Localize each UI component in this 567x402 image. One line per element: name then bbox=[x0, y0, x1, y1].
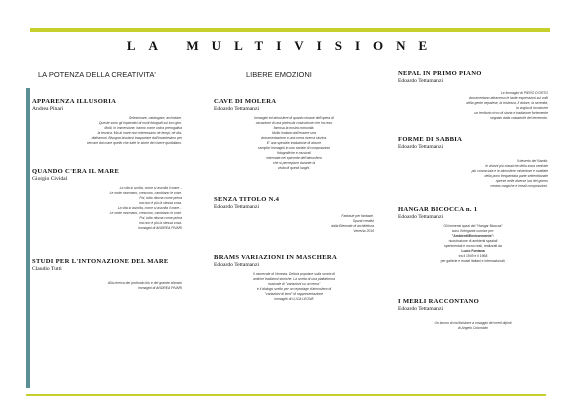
body-line: Gli immensi spazi del "Hangar Bicocca" bbox=[443, 224, 503, 228]
section-title: HANGAR BICOCCA n. 1 bbox=[398, 206, 478, 213]
top-accent-bar bbox=[30, 28, 550, 32]
section-author: Edoardo Tettamanzi bbox=[398, 214, 444, 220]
section-author: Giorgio Cividal bbox=[32, 176, 68, 182]
section bbox=[32, 168, 182, 231]
body-line: immagini di ANDREA PIVARI bbox=[138, 286, 182, 290]
section-body bbox=[32, 186, 182, 231]
body-line: intermate nel epicente dell'atmosfera bbox=[266, 156, 322, 160]
section-body bbox=[214, 116, 374, 171]
bottom-accent-bar bbox=[26, 394, 546, 396]
body-line: Le immagini di PIERO D'ORTO bbox=[500, 91, 548, 95]
left-accent-band bbox=[26, 88, 30, 388]
body-line: Venezia 2016 bbox=[353, 229, 374, 233]
body-line: antiche tradizioni storiche. La scelta di una piattaforma bbox=[253, 277, 335, 281]
body-line: le visioni più classiche della zona centrale bbox=[485, 164, 548, 168]
body-line: cercare dal mare quello che tutte le storie del vivere quotidiano. bbox=[86, 141, 182, 145]
section-author: Edoardo Tettamanzi bbox=[398, 306, 444, 312]
body-line: di Angelo Colombini bbox=[457, 326, 489, 330]
body-line: ma non è più la stessa cosa. bbox=[139, 201, 182, 205]
body-line: è il dialogo scelto per un reportage d'atmosfera di bbox=[256, 287, 332, 291]
section-author: Edoardo Tettamanzi bbox=[214, 262, 260, 268]
body-line: Fantasie per fantasie. bbox=[341, 214, 374, 218]
section-body bbox=[214, 214, 374, 234]
body-line: Le onde mormano, crescono, cambiano le cose. bbox=[109, 211, 182, 215]
body-line: Un lavoro di multivisione a omaggio dei merli dipinti bbox=[434, 321, 512, 325]
section-body bbox=[398, 224, 548, 264]
body-line: famosa la nostra comunità. bbox=[273, 126, 315, 130]
body-line: Alla ricerca del profondo blu e del grande silenzio bbox=[107, 281, 182, 285]
body-line: sono l'intrigante cornice per: bbox=[451, 229, 495, 233]
section-author: Andrea Pinari bbox=[32, 106, 64, 112]
body-line: Lucio Fontana bbox=[461, 249, 485, 253]
body-line: della poco frequentata parte settentrionale bbox=[484, 174, 548, 178]
body-line: ma non è più la stessa cosa. bbox=[139, 221, 182, 225]
section bbox=[398, 298, 548, 331]
body-line: Immagini ed atmosfere di quanto rimane dell'opera di bbox=[254, 116, 334, 120]
body-line: creano magiche e irreali composizioni. bbox=[490, 184, 548, 188]
section-body bbox=[214, 272, 374, 302]
body-line: cavazione di una pietra da costruzione che ha reso bbox=[255, 121, 333, 125]
body-line: Molti, in immersione, hanno come unica prerogativa bbox=[104, 126, 182, 130]
section-body bbox=[32, 116, 182, 146]
body-line: un territorio ricco di storia e tradizione fortemente bbox=[474, 111, 548, 115]
body-line: Le onde mormano, crescono, cambiano le cose. bbox=[109, 191, 182, 195]
body-line: che si percepisce durante la bbox=[272, 161, 316, 165]
body-line: sperimentali e mono reali, realizzati da bbox=[444, 244, 502, 248]
section-title: APPARENZA ILLUSORIA bbox=[32, 98, 117, 105]
column-heading: LIBERE EMOZIONI bbox=[246, 70, 312, 79]
section-title: BRAMS VARIAZIONI IN MASCHERA bbox=[214, 254, 338, 261]
body-line: La vita si scolta, come si ascolta il mare... bbox=[119, 186, 182, 190]
section-title: NEPAL IN PRIMO PIANO bbox=[398, 70, 482, 77]
body-line: Selezionare, catalogare, archiviare. bbox=[128, 116, 182, 120]
body-line: immagini di LUCA LEONE bbox=[274, 297, 314, 301]
section bbox=[32, 98, 182, 146]
body-line: documentano attraverso le tante espressioni sui volti bbox=[469, 96, 548, 100]
section-title: FORME DI SABBIA bbox=[398, 136, 463, 143]
body-line: "Ambienti/Environments": bbox=[451, 234, 495, 238]
body-line: per gallerie e musei italiani e internazionali. bbox=[440, 259, 506, 263]
section-author: Edoardo Tettamanzi bbox=[214, 106, 260, 112]
body-line: Poi, tutto ritorna come prima bbox=[139, 216, 182, 220]
section bbox=[398, 70, 548, 121]
body-line: più conosciuta e le atmosfere misteriose e ovattate bbox=[471, 169, 548, 173]
section bbox=[214, 254, 374, 302]
section-author: Edoardo Tettamanzi bbox=[214, 204, 260, 210]
body-line: "variazioni di temi" di rappresentazione bbox=[264, 292, 324, 296]
section-title: QUANDO C'ERA IL MARE bbox=[32, 168, 120, 175]
section-body bbox=[398, 91, 548, 121]
body-line: segnato dalla catastrofe del terremoto. bbox=[490, 116, 548, 120]
body-line: la voglia di ricostruire bbox=[516, 106, 548, 110]
section-title: STUDI PER L'INTONAZIONE DEL MARE bbox=[32, 258, 169, 265]
section bbox=[214, 98, 374, 171]
body-line: Il deserto del Namib: bbox=[516, 159, 548, 163]
section-body bbox=[398, 321, 548, 331]
body-line: musicale di "variazioni su un tema" bbox=[267, 282, 321, 286]
body-line: la tecnica. Ma al mare non interessano né tempi, né dia- bbox=[97, 131, 182, 135]
section-author: Edoardo Tettamanzi bbox=[398, 78, 444, 84]
body-line: La vita si ascolta, come si ascolta il mare... bbox=[117, 206, 182, 210]
body-line: della gente nepalese, la tristezza, il dolore, la serenità, bbox=[466, 101, 548, 105]
body-line: Il carnevale di Venezia. Delicia popolare sulla scorta di bbox=[253, 272, 335, 276]
section bbox=[398, 136, 548, 189]
body-line: semplici immagini in uno seriale di composizioni bbox=[258, 146, 330, 150]
body-line: visita di questi luoghi. bbox=[277, 166, 311, 170]
body-line: ricostruzione di ambienti spaziali bbox=[448, 239, 498, 243]
body-line: E' una speciale traduzione di alcune bbox=[266, 141, 322, 145]
section-title: SENZA TITOLO N.4 bbox=[214, 196, 280, 203]
body-line: Molto lontano dall'essere una bbox=[271, 131, 316, 135]
body-line: tra il 1949 e il 1968 bbox=[458, 254, 488, 258]
body-line: riprese nelle diverse luci del giorno bbox=[495, 179, 548, 183]
section-body bbox=[398, 159, 548, 189]
section-title: CAVE DI MOLERA bbox=[214, 98, 277, 105]
body-line: documentazione o una mera ricerca storica. bbox=[261, 136, 327, 140]
column-heading: LA POTENZA DELLA CREATIVITA' bbox=[38, 70, 156, 79]
body-line: Spunti creativi bbox=[352, 219, 374, 223]
section-author: Edoardo Tettamanzi bbox=[398, 144, 444, 150]
body-line: Poi, tutto ritorna come prima bbox=[139, 196, 182, 200]
section-body bbox=[32, 281, 182, 291]
body-line: fotografiche e musicali bbox=[277, 151, 311, 155]
body-line: immagini di ANDREA PIVARI bbox=[138, 226, 182, 230]
section bbox=[32, 258, 182, 291]
page-title: LA MULTIVISIONE bbox=[126, 38, 441, 53]
section bbox=[398, 206, 548, 264]
body-line: Queste sono gli imperativi di molti fotografi sul loro giro. bbox=[98, 121, 182, 125]
section-title: I MERLI RACCONTANO bbox=[398, 298, 480, 305]
body-line: dalla Biennale di architettura bbox=[331, 224, 374, 228]
body-line: diaframmi. Bisogna lasciarsi trasportare dall'incantesimo per bbox=[91, 136, 182, 140]
section bbox=[214, 196, 374, 234]
section-author: Claudio Tutti bbox=[32, 266, 62, 272]
